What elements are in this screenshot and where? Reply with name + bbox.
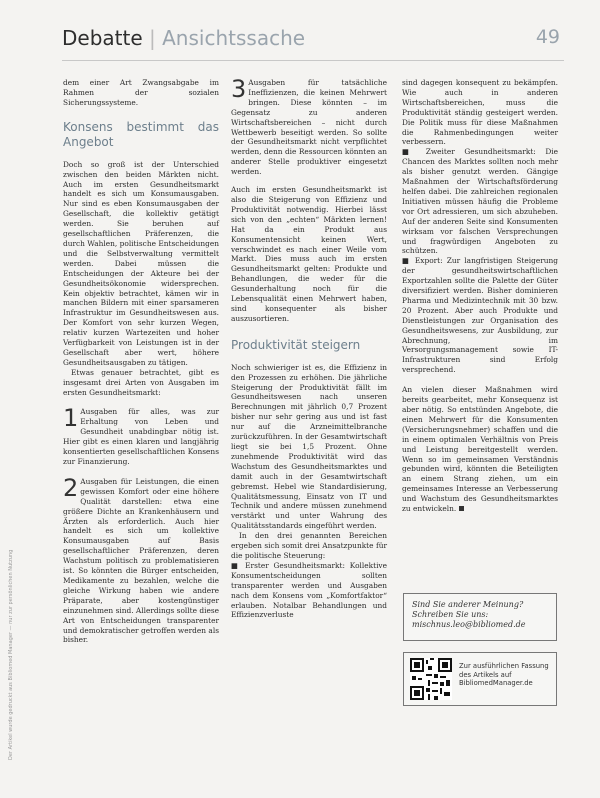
qr-box	[403, 652, 557, 706]
feedback-line-2: Schreiben Sie uns:	[412, 610, 489, 619]
list-text: Ausgaben für Leistungen, die einen gewissen Komfort oder eine höhere Qualität darstellen: etwa eine größere Dichte an Krankenhäusern und Ärzten als erforderlich. Auch hier handelt es sich um kollektive Konsumausgaben auf Basis gesellschaftlicher Präferenzen, deren Wachstum politisch zu problematisieren ist. So könnten die Bürger entscheiden, Medikamente zu bezahlen, welche die gleiche Wirkung haben wie andere Präparate, aber kostengünstiger einzunehmen sind. Allerdings sollte diese Art von Entscheidungen transparenter und demokratischer getroffen werden als bisher.	[63, 476, 219, 645]
list-text: Ausgaben für alles, was zur Erhaltung von Leben und Gesundheit unabdingbar nötig ist. Hier gibt es einen klaren und langjährig konsentierten gesellschaftlichen Konsens zur Finanzierung.	[63, 407, 219, 466]
subheading-produktivitaet: Produktivität steigern	[231, 337, 361, 352]
column-3	[402, 78, 558, 514]
title-separator: |	[149, 26, 156, 50]
section-subtitle: Ansichtssache	[162, 26, 306, 50]
paragraph: In den drei genannten Bereichen ergeben sich somit drei Ansatzpunkte für die politische Steuerung:	[231, 531, 387, 560]
list-number: 2	[63, 473, 79, 502]
list-number: 1	[63, 404, 79, 433]
list-item-1	[63, 404, 219, 466]
feedback-box	[403, 593, 557, 641]
list-item-2	[63, 473, 219, 645]
paragraph: Etwas genauer betrachtet, gibt es insgesamt drei Arten von Ausgaben im ersten Gesundheitsmarkt:	[63, 367, 219, 397]
side-note-text: Der Artikel wurde gedruckt aus Bibliomed Manager — nur zur persönlichen Nutzung	[8, 549, 14, 760]
paragraph	[402, 385, 558, 514]
column-1	[63, 78, 219, 645]
paragraph: dem einer Art Zwangsabgabe im Rahmen der sozialen Sicherungssysteme.	[63, 78, 219, 107]
list-number: 3	[231, 75, 247, 103]
qr-caption-line-1: Zur ausführlichen Fassung	[459, 662, 549, 670]
section-name: Debatte	[62, 26, 143, 50]
header-rule	[62, 60, 564, 61]
feedback-email-link[interactable]: mischnus.leo@bibliomed.de	[412, 620, 526, 629]
subheading-konsens: Konsens bestimmt das Angebot	[63, 119, 219, 149]
section-title	[62, 26, 305, 50]
list-item-3	[231, 75, 387, 177]
qr-code-icon[interactable]	[410, 658, 452, 700]
column-2	[231, 75, 387, 620]
feedback-line-1: Sind Sie anderer Meinung?	[412, 600, 524, 609]
page-number: 49	[535, 26, 560, 48]
paragraph: Auch im ersten Gesundheitsmarkt ist also die Steigerung von Effizienz und Produktivität notwendig. Hierbei lässt sich von den „echten“ Märkten lernen! Hat da ein Produkt aus Konsumentensicht keinen Wert, verschwindet es nach einer Weile vom Markt. Dies muss auch im ersten Gesundheitsmarkt gelten: Produkte und Behandlungen, die weder für die Gesunderhaltung noch für die Lebensqualität einen Mehrwert haben, sind konsequenter als bisher auszusortieren.	[231, 185, 387, 323]
qr-caption-line-3[interactable]: BibliomedManager.de	[459, 679, 533, 687]
paragraph: ■ Erster Gesundheitsmarkt: Kollektive Konsumentscheidungen sollten transparenter werden und Ausgaben nach dem Konsens vom „Komfortfaktor“ erlauben. Notalbar Behandlungen und Effizienzverluste	[231, 560, 387, 620]
paragraph: ■ Export: Zur langfristigen Steigerung der gesundheitswirtschaftlichen Exportzahlen sollte die Palette der Güter diversifiziert werden. Bisher dominieren Pharma und Medizintechnik mit 30 bzw. 20 Prozent. Aber auch Produkte und Dienstleistungen zur Organisation des Gesundheitswesens, zur Ausbildung, zur Abrechnung, im Versorgungsmanagement sowie IT-Infrastrukturen sind Erfolg versprechend.	[402, 256, 558, 375]
paragraph: ■ Zweiter Gesundheitsmarkt: Die Chancen des Marktes sollten noch mehr als bisher genutzt werden. Gängige Maßnahmen der Wirtschaftsförderung helfen dabei. Die zahlreichen regionalen Initiativen müssen häufig die Probleme vor Ort adressieren, um sich abzuheben. Auf der anderen Seite sind Konsumenten wirksam vor falschen Versprechungen und fragwürdigen Angeboten zu schützen.	[402, 147, 558, 256]
list-text: Ausgaben für tatsächliche Ineffizienzen, die keinen Mehrwert bringen. Diese könnten – im Gegensatz zu anderen Wirtschaftsbereichen – nicht durch Wettbewerb beseitigt werden. So sollte der Gesundheitsmarkt nicht verpflichtet werden, denn die Ressourcen könnten an anderer Stelle produktiver eingesetzt werden.	[231, 78, 387, 177]
qr-caption-line-2: des Artikels auf	[459, 670, 512, 679]
closing-text: An vielen dieser Maßnahmen wird bereits gearbeitet, mehr Konsequenz ist aber nötig. So entstünden Angebote, die einen Mehrwert für die Konsumenten (Versicherungsnehmer) schaffen und die in einem optimalen Verhältnis von Preis und Leistung bereitgestellt werden. Wenn so im gemeinsamen Verständnis gebunden wird, könnten die Beteiligten an einem Strang ziehen, um ein gemeinsames Interesse an Verbesserung und Wachstum des Gesundheitsmarktes zu entwickeln.	[402, 385, 558, 514]
page-header	[0, 0, 600, 58]
side-note	[8, 540, 18, 760]
paragraph: Noch schwieriger ist es, die Effizienz in den Prozessen zu erhöhen. Die jährliche Steigerung der Produktivität fällt im Gesundheitswesen nach unseren Berechnungen mit jährlich 0,7 Prozent bisher nur sehr gering aus und ist fast nur auf die Arzneimittelbranche zurückzuführen. In der Gesamtwirtschaft liegt sie bei 1,5 Prozent. Ohne zunehmende Produktivität wird das Wachstum des Gesundheitsmarktes und damit auch in der Gesamtwirtschaft gebremst. Hebel wie Standardisierung, Qualitätsmessung, Einsatz von IT und Technik und andere müssen zunehmend verstärkt und unter Wahrung des Qualitätsstandards eingeführt werden.	[231, 362, 387, 531]
qr-caption	[459, 662, 549, 688]
paragraph: Doch so groß ist der Unterschied zwischen den beiden Märkten nicht. Auch im ersten Gesundheitsmarkt handelt es sich um Konsumausgaben. Nur sind es eben Konsumausgaben der Gesellschaft, die kollektiv getätigt werden. Sie beruhen auf gesellschaftlichen Präferenzen, die durch Wahlen, politische Entscheidungen und die Selbstverwaltung vermittelt werden. Dabei müssen die Entscheidungen der Akteure bei der Gesundheitsökonomie widersprechen. Kein objektiv betrachtet, kämen wir in manchen Bildern mit einer sparsameren Infrastruktur im Gesundheitswesen aus. Der Komfort von sehr kurzen Wegen, relativ kurzen Wartezeiten und hoher Verfügbarkeit von Leistungen ist in der Gesellschaft aber wert, höhere Gesundheitsausgaben zu tätigen.	[63, 159, 219, 367]
paragraph: sind dagegen konsequent zu bekämpfen. Wie auch in anderen Wirtschaftsbereichen, muss die Produktivität ständig gesteigert werden. Die Politik muss für diese Maßnahmen die Rahmenbedingungen weiter verbessern.	[402, 78, 558, 147]
end-mark	[459, 506, 464, 511]
